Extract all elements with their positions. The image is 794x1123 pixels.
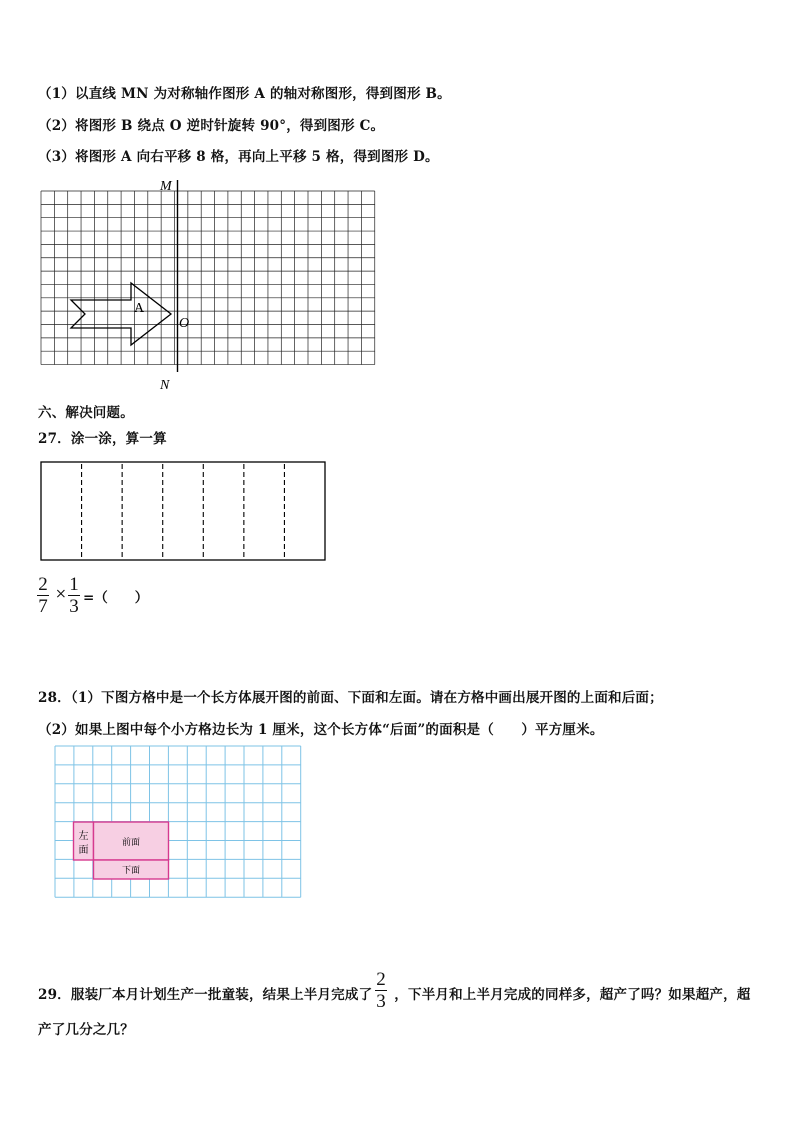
q29-text-after: ，下半月和上半月完成的同样多，超产了吗？如果超产，超 <box>394 987 751 1003</box>
q29-line1 <box>38 983 751 1003</box>
q27-fraction-1 <box>37 575 49 616</box>
q26-step1: （1）以直线 MN 为对称轴作图形 A 的轴对称图形，得到图形 B。 <box>38 86 451 102</box>
cuboid-net-grid <box>50 744 306 904</box>
face-left-label-2: 面 <box>78 845 89 856</box>
fraction-numerator: 2 <box>38 574 48 595</box>
rectangle-outline <box>41 462 325 560</box>
face-front-label: 前面 <box>121 837 141 847</box>
equals-blank: =（ ） <box>83 590 149 606</box>
fraction-numerator: 1 <box>69 574 79 595</box>
q28-part2: （2）如果上图中每个小方格边长为 1 厘米，这个长方体“后面”的面积是（ ）平方厘米。 <box>38 722 604 738</box>
q29-line2: 产了几分之几？ <box>38 1022 134 1038</box>
q29-fraction <box>375 970 387 1011</box>
q26-step3: （3）将图形 A 向右平移 8 格，再向上平移 5 格，得到图形 D。 <box>38 149 439 165</box>
times-sign: × <box>55 586 67 602</box>
q29-text-before: 29．服装厂本月计划生产一批童装，结果上半月完成了 <box>38 987 373 1003</box>
q28-part1: 28．（1）下图方格中是一个长方体展开图的前面、下面和左面。请在方格中画出展开图的上面和后面； <box>38 690 663 706</box>
face-left-label-1: 左 <box>78 831 89 842</box>
dashed-dividers <box>82 464 285 558</box>
label-m: M <box>160 179 172 194</box>
face-bottom-label: 下面 <box>121 865 141 875</box>
fraction-numerator: 2 <box>376 969 386 990</box>
q27-title: 27．涂一涂，算一算 <box>38 431 167 447</box>
symmetry-grid <box>30 172 390 394</box>
fraction-denominator: 3 <box>376 991 386 1012</box>
q27-fraction-2 <box>68 575 80 616</box>
fraction-denominator: 7 <box>38 596 48 617</box>
label-a: A <box>134 301 145 316</box>
grid-lines <box>41 191 375 365</box>
label-o: O <box>179 316 190 331</box>
fraction-denominator: 3 <box>69 596 79 617</box>
label-n: N <box>160 378 170 393</box>
q27-rectangle <box>40 460 330 564</box>
section-title: 六、解决问题。 <box>38 405 134 421</box>
q26-step2: （2）将图形 B 绕点 O 逆时针旋转 90°，得到图形 C。 <box>38 118 385 134</box>
